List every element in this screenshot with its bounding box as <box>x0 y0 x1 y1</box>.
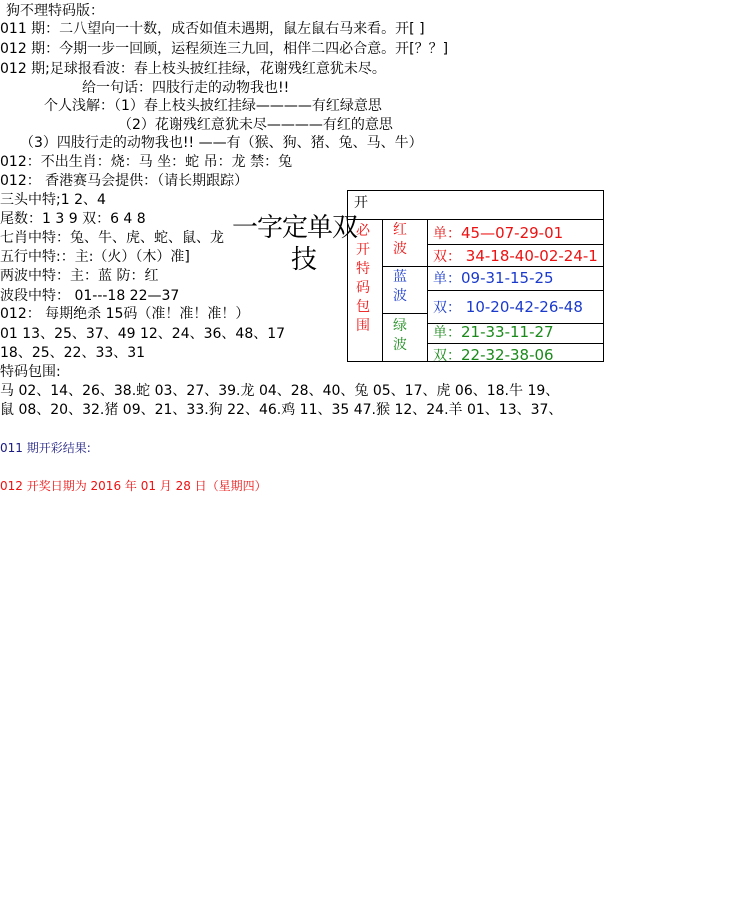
numbers-line-1: 01 13、25、37、49 12、24、36、48、17 <box>0 326 286 342</box>
explain-line-1: 个人浅解：（1）春上枝头披红挂绿————有红绿意思 <box>44 98 382 114</box>
red-double-numbers: 34-18-40-02-24-1 <box>465 247 598 265</box>
wave-label-blue: 蓝波 <box>393 269 407 304</box>
line-011: 011 期：二八望向一十数，成否如值未遇期，鼠左鼠右马来看。开[ ] <box>0 21 425 37</box>
explain-line-2: （2）花谢残红意犹未尽————有红的意思 <box>118 117 393 133</box>
line-012-b: 012 期;足球报看波：春上枝头披红挂绿，花谢残红意犹未尽。 <box>0 61 386 77</box>
seven-zodiac-line: 七肖中特：兔、牛、虎、蛇、鼠、龙 <box>0 230 224 246</box>
special-number-table <box>347 190 604 362</box>
result-line: 011 期开彩结果: <box>0 441 91 455</box>
blue-single <box>433 268 554 288</box>
line-012-a: 012 期：今期一步一回顾，运程须连三九回，相伴二四必合意。开[？？] <box>0 41 449 57</box>
head3-line: 三头中特;1 2、4 <box>0 192 106 208</box>
package-line-1: 马 02、14、26、38.蛇 03、27、39.龙 04、28、40、兔 05、17、虎 06、18.牛 19、 <box>0 383 560 399</box>
zodiac-line: 012：不出生肖：烧：马 坐：蛇 吊：龙 禁：兔 <box>0 154 293 170</box>
green-double-label: 双： <box>433 348 461 364</box>
table-side-label: 必开特码包围 <box>356 223 370 334</box>
big-title-line-2: 技 <box>291 245 317 275</box>
red-single <box>433 223 563 243</box>
green-single <box>433 322 554 342</box>
gift-line: 给一句话：四肢行走的动物我也!! <box>82 80 290 96</box>
blue-single-label: 单： <box>433 271 461 287</box>
blue-double-label: 双： <box>433 300 461 316</box>
red-double <box>433 246 601 266</box>
green-single-numbers: 21-33-11-27 <box>461 323 554 341</box>
explain-line-3: （3）四肢行走的动物我也!! ——有（猴、狗、猪、兔、马、牛） <box>20 135 423 151</box>
wave-label-green: 绿波 <box>393 318 407 353</box>
tail-line: 尾数：1 3 9 双：6 4 8 <box>0 211 146 227</box>
green-double <box>433 345 554 365</box>
five-element-line: 五行中特:：主:（火）（木）准] <box>0 249 190 265</box>
draw-date-line: 012 开奖日期为 2016 年 01 月 28 日（星期四） <box>0 479 267 493</box>
provider-line: 012： 香港赛马会提供：（请长期跟踪） <box>0 173 249 189</box>
two-wave-line: 两波中特：主：蓝 防：红 <box>0 268 159 284</box>
red-double-label: 双： <box>433 249 461 265</box>
package-title: 特码包围: <box>0 364 61 380</box>
red-single-numbers: 45—07-29-01 <box>461 224 564 242</box>
blue-double <box>433 297 583 317</box>
green-double-numbers: 22-32-38-06 <box>461 346 554 364</box>
big-title-line-1: 一字定单双 <box>232 213 358 243</box>
numbers-line-2: 18、25、22、33、31 <box>0 345 146 361</box>
table-header-label: 开 <box>354 195 368 211</box>
kill-line: 012： 每期绝杀 15码（准！准！准！） <box>0 306 250 322</box>
blue-double-numbers: 10-20-42-26-48 <box>465 298 583 316</box>
green-single-label: 单： <box>433 325 461 341</box>
package-line-2: 鼠 08、20、32.猪 09、21、33.狗 22、46.鸡 11、35 47.猴 12、24.羊 01、13、37、 <box>0 402 563 418</box>
table-header-row <box>347 190 604 220</box>
red-single-label: 单： <box>433 226 461 242</box>
band-line: 波段中特： 01---18 22—37 <box>0 288 180 304</box>
wave-label-red: 红波 <box>393 222 407 257</box>
blue-single-numbers: 09-31-15-25 <box>461 269 554 287</box>
doc-title: 狗不理特码版： <box>6 3 104 19</box>
